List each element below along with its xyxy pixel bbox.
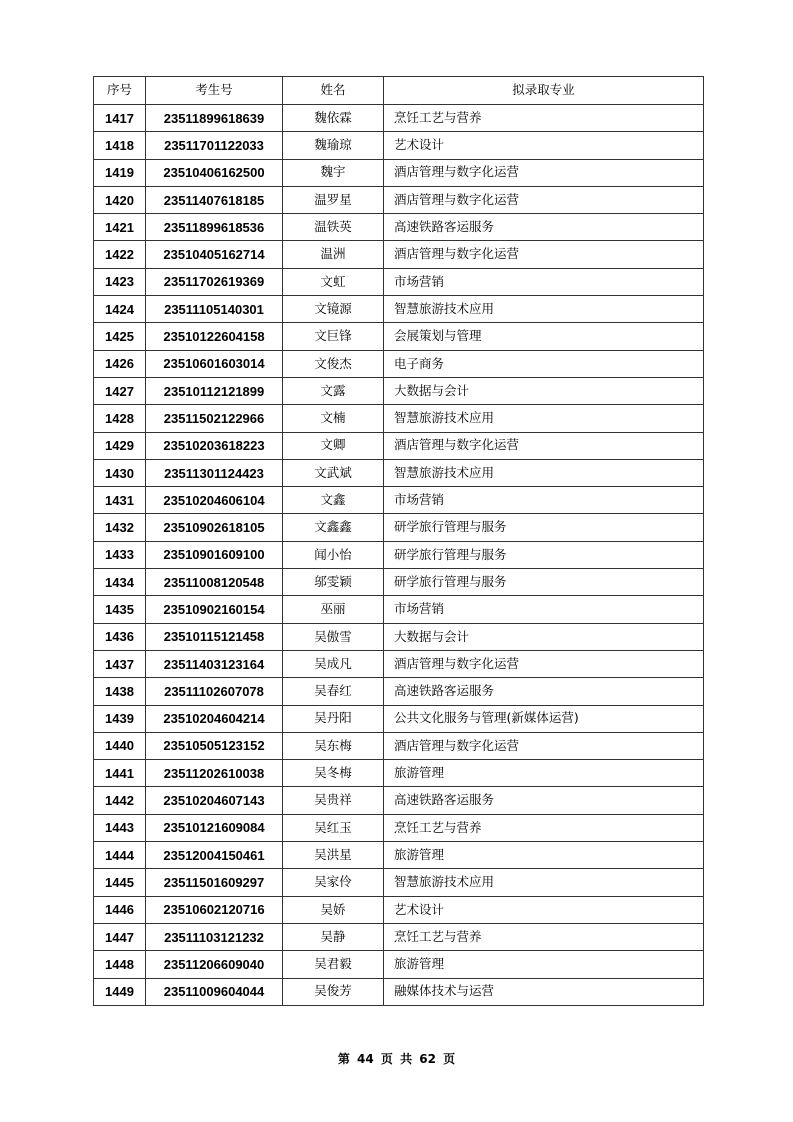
page-footer: 第 44 页 共 62 页 [337,1052,456,1066]
cell-exam-id: 23510406162500 [146,159,283,186]
table-row [94,105,704,132]
table-row [94,377,704,404]
cell-name: 吴成凡 [283,650,384,677]
cell-name: 文武斌 [283,459,384,486]
cell-index: 1429 [94,432,146,459]
cell-name: 闻小怡 [283,541,384,568]
cell-name: 吴贵祥 [283,787,384,814]
cell-name: 吴静 [283,923,384,950]
table-row [94,623,704,650]
cell-index: 1425 [94,323,146,350]
cell-exam-id: 23510204604214 [146,705,283,732]
cell-index: 1422 [94,241,146,268]
cell-exam-id: 23511008120548 [146,569,283,596]
cell-index: 1442 [94,787,146,814]
cell-name: 魏依霖 [283,105,384,132]
cell-index: 1432 [94,514,146,541]
cell-name: 吴洪星 [283,842,384,869]
cell-exam-id: 23510203618223 [146,432,283,459]
cell-index: 1433 [94,541,146,568]
cell-exam-id: 23510901609100 [146,541,283,568]
cell-exam-id: 23511102607078 [146,678,283,705]
cell-major: 酒店管理与数字化运营 [384,432,704,459]
cell-exam-id: 23510204607143 [146,787,283,814]
table-row [94,268,704,295]
cell-exam-id: 23511206609040 [146,951,283,978]
table-row [94,159,704,186]
cell-major: 公共文化服务与管理(新媒体运营) [384,705,704,732]
table-row [94,132,704,159]
table-row [94,951,704,978]
table-row [94,405,704,432]
table-row [94,432,704,459]
cell-index: 1431 [94,487,146,514]
cell-exam-id: 23511105140301 [146,296,283,323]
cell-exam-id: 23511501609297 [146,869,283,896]
cell-exam-id: 23510902618105 [146,514,283,541]
cell-index: 1448 [94,951,146,978]
cell-major: 会展策划与管理 [384,323,704,350]
cell-major: 酒店管理与数字化运营 [384,241,704,268]
cell-major: 研学旅行管理与服务 [384,514,704,541]
cell-index: 1434 [94,569,146,596]
table-row [94,678,704,705]
cell-major: 艺术设计 [384,896,704,923]
cell-major: 旅游管理 [384,951,704,978]
cell-index: 1420 [94,186,146,213]
table-row [94,787,704,814]
cell-major: 高速铁路客运服务 [384,214,704,241]
table-row [94,541,704,568]
table-row [94,596,704,623]
cell-major: 电子商务 [384,350,704,377]
cell-name: 吴东梅 [283,732,384,759]
table-row [94,842,704,869]
table-row [94,350,704,377]
cell-index: 1449 [94,978,146,1005]
cell-exam-id: 23510505123152 [146,732,283,759]
cell-exam-id: 23511301124423 [146,459,283,486]
cell-index: 1439 [94,705,146,732]
cell-exam-id: 23510122604158 [146,323,283,350]
table-row [94,459,704,486]
cell-name: 吴傲雪 [283,623,384,650]
cell-index: 1421 [94,214,146,241]
cell-index: 1441 [94,760,146,787]
cell-name: 巫丽 [283,596,384,623]
cell-major: 酒店管理与数字化运营 [384,159,704,186]
table-row [94,923,704,950]
cell-index: 1437 [94,650,146,677]
cell-major: 高速铁路客运服务 [384,678,704,705]
cell-name: 文俊杰 [283,350,384,377]
cell-major: 大数据与会计 [384,377,704,404]
cell-index: 1430 [94,459,146,486]
cell-major: 烹饪工艺与营养 [384,814,704,841]
cell-major: 高速铁路客运服务 [384,787,704,814]
cell-index: 1446 [94,896,146,923]
header-index: 序号 [94,77,146,105]
cell-name: 文巨锋 [283,323,384,350]
cell-name: 温罗星 [283,186,384,213]
cell-exam-id: 23511407618185 [146,186,283,213]
table-row [94,214,704,241]
cell-name: 吴君毅 [283,951,384,978]
table-header-row [94,77,704,105]
cell-name: 文卿 [283,432,384,459]
table-row [94,296,704,323]
cell-exam-id: 23510112121899 [146,377,283,404]
table-row [94,705,704,732]
cell-major: 旅游管理 [384,760,704,787]
cell-exam-id: 23511899618536 [146,214,283,241]
table-row [94,869,704,896]
cell-exam-id: 23511702619369 [146,268,283,295]
cell-name: 吴春红 [283,678,384,705]
cell-name: 吴红玉 [283,814,384,841]
cell-major: 酒店管理与数字化运营 [384,186,704,213]
table-row [94,732,704,759]
cell-major: 智慧旅游技术应用 [384,459,704,486]
cell-exam-id: 23510121609084 [146,814,283,841]
cell-name: 吴俊芳 [283,978,384,1005]
header-exam-id: 考生号 [146,77,283,105]
table-row [94,760,704,787]
cell-name: 文楠 [283,405,384,432]
cell-exam-id: 23511103121232 [146,923,283,950]
cell-exam-id: 23511009604044 [146,978,283,1005]
cell-major: 研学旅行管理与服务 [384,541,704,568]
cell-major: 酒店管理与数字化运营 [384,650,704,677]
cell-name: 温洲 [283,241,384,268]
cell-exam-id: 23510902160154 [146,596,283,623]
table-row [94,487,704,514]
cell-exam-id: 23511701122033 [146,132,283,159]
cell-major: 研学旅行管理与服务 [384,569,704,596]
table-row [94,323,704,350]
cell-name: 魏宇 [283,159,384,186]
cell-name: 吴丹阳 [283,705,384,732]
table-row [94,978,704,1005]
cell-name: 吴娇 [283,896,384,923]
cell-exam-id: 23510601603014 [146,350,283,377]
cell-exam-id: 23511202610038 [146,760,283,787]
header-major: 拟录取专业 [384,77,704,105]
cell-name: 文虹 [283,268,384,295]
cell-name: 文露 [283,377,384,404]
cell-index: 1438 [94,678,146,705]
cell-name: 文鑫鑫 [283,514,384,541]
admission-table [93,76,704,1006]
cell-index: 1443 [94,814,146,841]
cell-exam-id: 23511403123164 [146,650,283,677]
cell-major: 智慧旅游技术应用 [384,869,704,896]
cell-index: 1424 [94,296,146,323]
cell-major: 酒店管理与数字化运营 [384,732,704,759]
cell-index: 1445 [94,869,146,896]
cell-name: 温铁英 [283,214,384,241]
cell-major: 烹饪工艺与营养 [384,105,704,132]
cell-index: 1426 [94,350,146,377]
cell-index: 1447 [94,923,146,950]
cell-index: 1440 [94,732,146,759]
table-row [94,186,704,213]
table-row [94,650,704,677]
cell-name: 邬雯颖 [283,569,384,596]
cell-exam-id: 23510602120716 [146,896,283,923]
cell-index: 1435 [94,596,146,623]
cell-index: 1423 [94,268,146,295]
cell-major: 市场营销 [384,596,704,623]
header-name: 姓名 [283,77,384,105]
table-row [94,514,704,541]
cell-major: 智慧旅游技术应用 [384,405,704,432]
cell-major: 旅游管理 [384,842,704,869]
table-row [94,569,704,596]
cell-major: 大数据与会计 [384,623,704,650]
cell-index: 1418 [94,132,146,159]
cell-major: 烹饪工艺与营养 [384,923,704,950]
cell-index: 1417 [94,105,146,132]
cell-major: 市场营销 [384,268,704,295]
cell-exam-id: 23510115121458 [146,623,283,650]
cell-exam-id: 23510405162714 [146,241,283,268]
cell-major: 艺术设计 [384,132,704,159]
cell-name: 吴冬梅 [283,760,384,787]
table-row [94,814,704,841]
cell-index: 1428 [94,405,146,432]
table-row [94,241,704,268]
cell-exam-id: 23512004150461 [146,842,283,869]
cell-index: 1444 [94,842,146,869]
cell-name: 魏瑜琼 [283,132,384,159]
cell-name: 吴家伶 [283,869,384,896]
cell-exam-id: 23510204606104 [146,487,283,514]
cell-major: 融媒体技术与运营 [384,978,704,1005]
cell-name: 文鑫 [283,487,384,514]
cell-major: 市场营销 [384,487,704,514]
cell-exam-id: 23511899618639 [146,105,283,132]
cell-major: 智慧旅游技术应用 [384,296,704,323]
cell-index: 1427 [94,377,146,404]
cell-index: 1436 [94,623,146,650]
cell-exam-id: 23511502122966 [146,405,283,432]
table-row [94,896,704,923]
cell-name: 文镜源 [283,296,384,323]
cell-index: 1419 [94,159,146,186]
